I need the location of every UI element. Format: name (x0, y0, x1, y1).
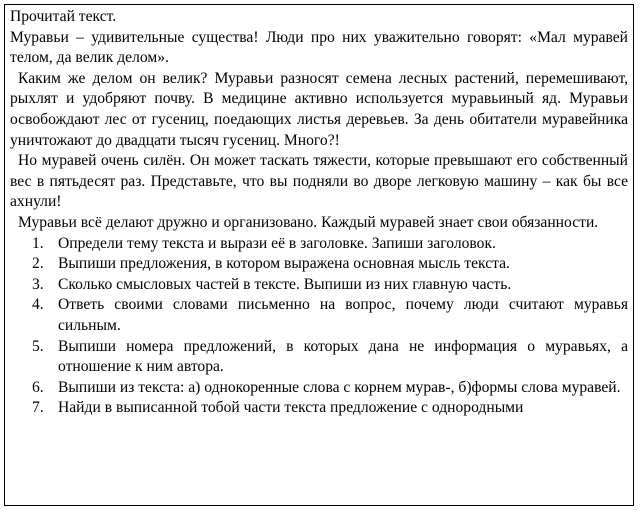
task-text: Ответь своими словами письменно на вопрос, почему люди считают муравья сильным. (58, 296, 628, 334)
task-number: 6. (32, 378, 44, 396)
task-item (10, 254, 628, 275)
task-number: 7. (32, 399, 44, 417)
paragraph-1: Муравьи – удивительные существа! Люди про них уважительно говорят: «Мал муравей телом, да велик делом». (10, 28, 628, 67)
task-text: Найди в выписанной тобой части текста предложение с однородными (58, 399, 524, 417)
text-frame (4, 4, 634, 506)
paragraph-4: Муравьи всё делают дружно и организовано. Каждый муравей знает свои обязанности. (18, 213, 599, 231)
task-number: 2. (32, 255, 44, 273)
paragraph-2: Каким же делом он велик? Муравьи разносят семена лесных растений, перемешивают, рыхлят и удобряют почву. В медицине активно используется муравьиный яд. Муравьи освобождают лес от гусениц, поедающих листья деревьев. За день обитатели муравейника уничтожают до двадцати тысяч гусениц. Много?! (10, 69, 628, 149)
task-item (10, 398, 628, 419)
task-item (10, 337, 628, 378)
task-number: 3. (32, 275, 44, 293)
task-item (10, 295, 628, 336)
task-number: 1. (32, 234, 44, 252)
task-text: Выпиши из текста: а) однокоренные слова с корнем мурав-, б)формы слова муравей. (58, 378, 621, 396)
task-item (10, 234, 628, 255)
task-list (10, 234, 628, 419)
task-text: Определи тему текста и вырази её в заголовке. Запиши заголовок. (58, 234, 496, 252)
paragraph-3: Но муравей очень силён. Он может таскать тяжести, которые превышают его собственный вес в пятьдесят раз. Представьте, что вы подняли во дворе легковую машину – как бы все ахнули! (10, 152, 628, 211)
task-text: Выпиши номера предложений, в которых дана не информация о муравьях, а отношение к ним автора. (58, 337, 628, 376)
task-text: Выпиши предложения, в котором выражена основная мысль текста. (58, 255, 510, 273)
task-item (10, 275, 628, 296)
task-item (10, 378, 628, 399)
task-number: 5. (32, 337, 44, 355)
task-text: Сколько смысловых частей в тексте. Выпиши из них главную часть. (58, 275, 512, 293)
instruction: Прочитай текст. (10, 8, 117, 25)
task-number: 4. (32, 296, 44, 314)
